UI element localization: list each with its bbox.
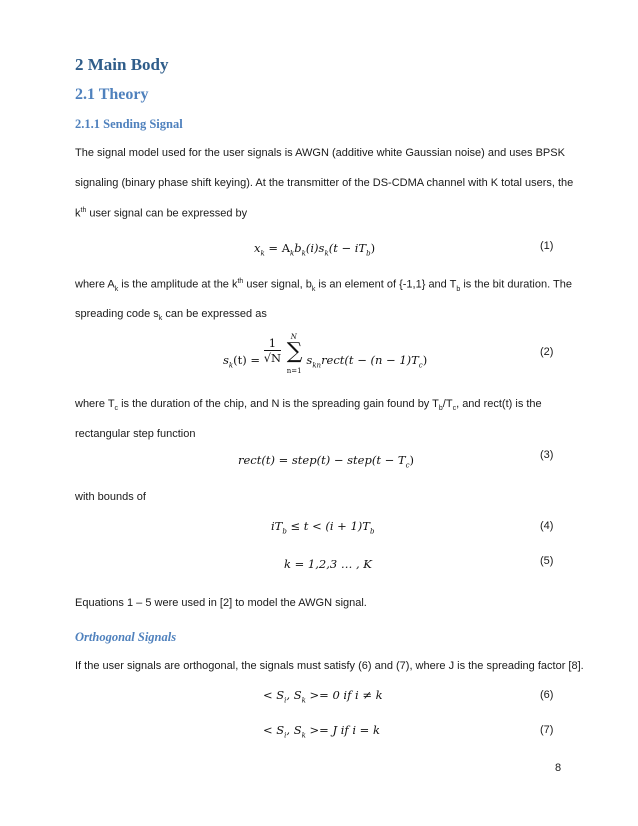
paragraph-line: Equations 1 – 5 were used in [2] to model the AWGN signal. [75,597,367,609]
paragraph-line: $k^{th}$ user signal can be expressed by [75,207,248,220]
equation-4: $iT_b \le t < (i + 1)T_b$ [271,519,375,536]
paragraph-line: signaling (binary phase shift keying). At the transmitter of the DS-CDMA channel with K total users, the [75,177,574,189]
equation-number: (5) [540,555,554,567]
equation-number: (1) [540,240,554,252]
page-number: 8 [555,762,562,774]
paragraph-line: where $T_c$ is the duration of the chip, and N is the spreading gain found by $T_b/T_c$, and rect(t) is the [75,398,542,413]
equation-3: rect(t) = step(t) − step(t − $T_c$) [238,453,414,470]
equation-2: $s_k(t)$ = $\frac{1}{√N}$ N ∑ n=1 $s_{kn}rect(t - (n - 1)T_c)$ [223,333,428,375]
equation-number: (2) [540,346,554,358]
equation-number: (4) [540,520,554,532]
equation-number: (6) [540,689,554,701]
paragraph-line: where $A_k$ is the amplitude at the $k^{th}$ user signal, $b_k$ is an element of {-1,1} and $T_b$ is the bit duration. The [75,278,572,293]
paragraph-line: rectangular step function [75,428,196,440]
equation-6: < $S_i$, $S_k >= 0$ if i ≠ k [263,688,383,705]
paragraph-line: spreading code $s_k$ can be expressed as [75,308,267,323]
paragraph-line: with bounds of [75,491,146,503]
equation-number: (3) [540,449,554,461]
heading-main-body: 2 Main Body [75,55,169,74]
equation-5: k = 1,2,3 … , K [284,557,372,571]
heading-sending-signal: 2.1.1 Sending Signal [75,117,183,131]
paragraph-line: If the user signals are orthogonal, the signals must satisfy (6) and (7), where J is the spreading factor [8]. [75,660,584,672]
paragraph-line: The signal model used for the user signals is AWGN (additive white Gaussian noise) and uses BPSK [75,147,565,159]
heading-orthogonal-signals: Orthogonal Signals [75,630,177,644]
heading-theory: 2.1 Theory [75,86,149,103]
equation-7: < $S_i$, $S_k >= J$ if i = k [263,723,380,740]
equation-number: (7) [540,724,554,736]
equation-1: $x_k = A_kb_k(i)s_k(t - iT_b)$ [254,241,376,258]
